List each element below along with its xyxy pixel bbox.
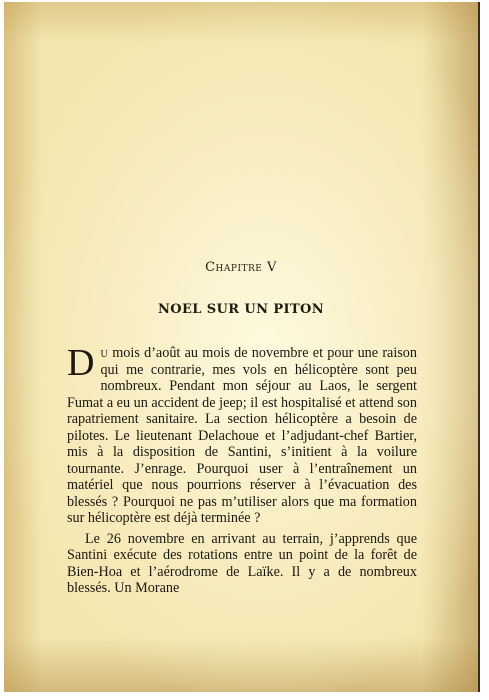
- drop-cap: D: [67, 342, 95, 384]
- paragraph-1-text: mois d’août au mois de novembre et pour une raison qui me contrarie, mes vols en hélicoptère sont peu nombreux. Pendant mon séjour au Laos, le sergent Fumat a eu un accident de jeep; il est hospitalisé et attend son rapatriement sanitaire. La section hélicoptère a besoin de pilotes. Le lieutenant Delachoue et l’adjudant-chef Bartier, mis à la disposition de Santini, s’initient à la voilure tournante. J’enrage. Pourquoi user à l’entraînement un matériel que nous pourrions réserver à l’évacuation des blessés ? Pourquoi ne pas m’utiliser alors que ma formation sur hélicoptère est déjà terminée ?: [67, 345, 417, 526]
- paragraph-2: Le 26 novembre en arrivant au terrain, j’apprends que Santini exécute des rotations entre un point de la forêt de Bien-Hoa et l’aérodrome de Laïke. Il y a de nombreux blessés. Un Morane: [67, 530, 417, 596]
- body-text: [67, 342, 417, 597]
- chapter-title: NOEL SUR UN PITON: [157, 302, 325, 317]
- drop-cap-lead: u: [100, 345, 108, 361]
- paragraph-1: [67, 342, 417, 527]
- book-page: [4, 2, 478, 692]
- chapter-heading: Chapitre V: [205, 260, 277, 275]
